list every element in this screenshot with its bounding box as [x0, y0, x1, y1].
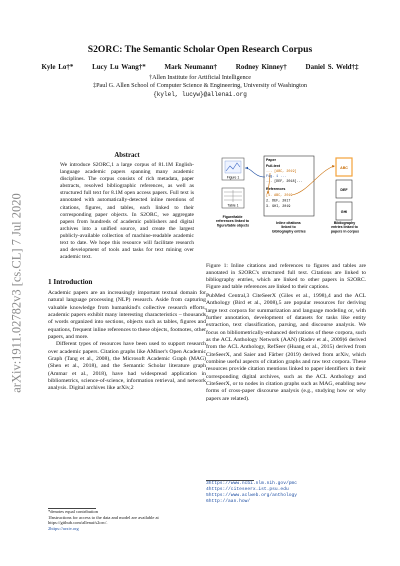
- figure-box-label: Figure 1: [226, 175, 240, 180]
- author: Daniel S. Weld†‡: [305, 63, 359, 71]
- fulltext-line: ... [ABC, 2019]: [266, 170, 297, 174]
- paragraph: Different types of resources have been used to support research over academic papers. Citation graphs like AMiner's Open Academic Graph (Tang et al., 2008), the Microsoft Academic Graph (MAG) (Shen et al., 2018), and the Semantic Scholar literature graph (Ammar et al., 2018), have had widespread application in bibliometrics, science-of-science, information retrieval, and network analysis. Digital archives like arXiv,2: [48, 341, 206, 392]
- author: Mark Neumann†: [164, 63, 218, 71]
- author: Kyle Lo†*: [41, 63, 74, 71]
- fulltext-line: Fig. 1 ...: [266, 175, 287, 179]
- footnote-link[interactable]: 5https://www.aclweb.org/anthology: [206, 492, 297, 498]
- figure-link-arrow: [245, 168, 265, 177]
- footnote-link[interactable]: 4https://citeseerx.ist.psu.edu: [206, 486, 289, 492]
- table-object: [222, 188, 244, 208]
- footnote: 1Instructions for access to the data and model are available at https://github.com/allenai/s2orc/.: [48, 514, 159, 526]
- references-label: References: [266, 187, 286, 191]
- author-email: {kylel, lucyw}@allenai.org: [153, 91, 247, 98]
- affiliation: †Allen Institute for Artificial Intelligence: [148, 74, 252, 81]
- right-footnotes: [206, 481, 366, 505]
- corpus-doc-def: [336, 180, 352, 198]
- figure-caption: Figure 1: Inline citations and references to figures and tables are annotated in S2ORC's structured full text. Citations are linked to bibliography entries, which are linked to other papers in S2ORC. Figure and table references are linked to their captions.: [206, 263, 366, 291]
- table-box-label: Table 1: [227, 203, 239, 208]
- arrow-head: [245, 167, 248, 169]
- footnote-link[interactable]: 6http://aan.how/: [206, 498, 251, 504]
- reference-entry: 3. GHI, 2019: [266, 205, 291, 209]
- fulltext-label: Full-text: [266, 164, 280, 168]
- author: Rodney Kinney†: [235, 63, 287, 71]
- footnote[interactable]: 2https://arxiv.org: [48, 525, 79, 531]
- paper-title: S2ORC: The Semantic Scholar Open Research Corpus: [87, 44, 313, 55]
- affiliation: ‡Paul G. Allen School of Computer Science & Engineering, University of Washington: [92, 82, 308, 89]
- abstract-heading: Abstract: [114, 152, 140, 159]
- abstract-text: We introduce S2ORC,1 a large corpus of 81.1M English-language academic papers spanning many academic disciplines. The corpus consists of rich metadata, paper abstracts, resolved bibliographic references, as well as structured full text for 8.1M open access papers. Full text is annotated with automatically-detected inline mentions of citations, figures, and tables, each linked to their corresponding paper objects. In S2ORC, we aggregate papers from hundreds of academic publishers and digital archives into a unified source, and create the largest publicly-available collection of machine-readable academic text to date. We hope this resource will facilitate research and development of tools and tasks for text mining over academic text.: [60, 162, 194, 261]
- svg-text:GHI: GHI: [340, 210, 348, 214]
- paper-document: [264, 156, 314, 216]
- corpus-doc-abc: [336, 158, 352, 176]
- intro-text: [48, 290, 206, 393]
- reference-entry: [1. ABC, 2019: [266, 194, 293, 198]
- paper-label: Paper: [266, 158, 276, 162]
- diagram-caption-right: Bibliography entries linked to papers in corpus: [330, 221, 360, 234]
- diagram-caption-mid: Inline citations linked to bibliography entries: [272, 221, 306, 234]
- footnote-link[interactable]: 3https://www.ncbi.nlm.nih.gov/pmc: [206, 481, 297, 486]
- corpus-doc-ghi: [336, 202, 352, 220]
- figure-1-diagram: [208, 152, 368, 262]
- diagram-caption-left: Figure/table references linked to figure/table objects: [215, 215, 250, 228]
- svg-text:DEF: DEF: [340, 188, 348, 192]
- author: Lucy Lu Wang†*: [92, 63, 146, 71]
- figure-object: [222, 158, 244, 180]
- fulltext-line: ... [DEF, 2018]...: [266, 180, 303, 184]
- right-column-text: PubMed Central,3 CiteSeerX (Giles et al., 1998),4 and the ACL Anthology (Bird et al., 2008),5 are popular resources for deriving large text corpora for summarization and language modeling or, with further annotation, development of datasets for tasks like entity extraction, text classification, parsing, and discourse analysis. We focus on bibliometrically-enhanced derivations of these corpora, such as the ACL Anthology Network (AAN) (Radev et al., 2009)6 derived from the ACL Anthology, RefSeer (Huang et al., 2015) derived from CiteSeerX, and Saier and Färber (2019) derived from arXiv, which combine useful aspects of citation graphs and raw text corpora. These resources provide citation mentions linked to paper identifiers in their corresponding digital archives, such as the ACL Anthology and CiteSeerX, or to nodes in citation graphs such as MAG, enabling new forms of cross-paper discourse analysis (e.g., studying how or why papers are related).: [206, 293, 366, 402]
- paragraph: Academic papers are an increasingly important textual domain for natural language processing (NLP) research. Aside from capturing valuable knowledge from humankind's collective research efforts, academic papers exhibit many interesting characteristics – thousands of words organized into sections, objects such as tables, figures and equations, frequent inline references to these objects, footnotes, other papers, and more.: [48, 290, 206, 341]
- reference-entry: 2. DEF, 2017: [266, 199, 291, 204]
- svg-text:ABC: ABC: [340, 166, 348, 170]
- arxiv-stamp: arXiv:1911.02782v3 [cs.CL] 7 Jul 2020: [9, 192, 24, 393]
- arrow-head: [332, 165, 335, 168]
- section-heading: 1 Introduction: [48, 278, 93, 286]
- footnotes: [48, 508, 206, 531]
- author-list: [0, 63, 400, 71]
- footnote: *denotes equal contribution: [48, 509, 98, 514]
